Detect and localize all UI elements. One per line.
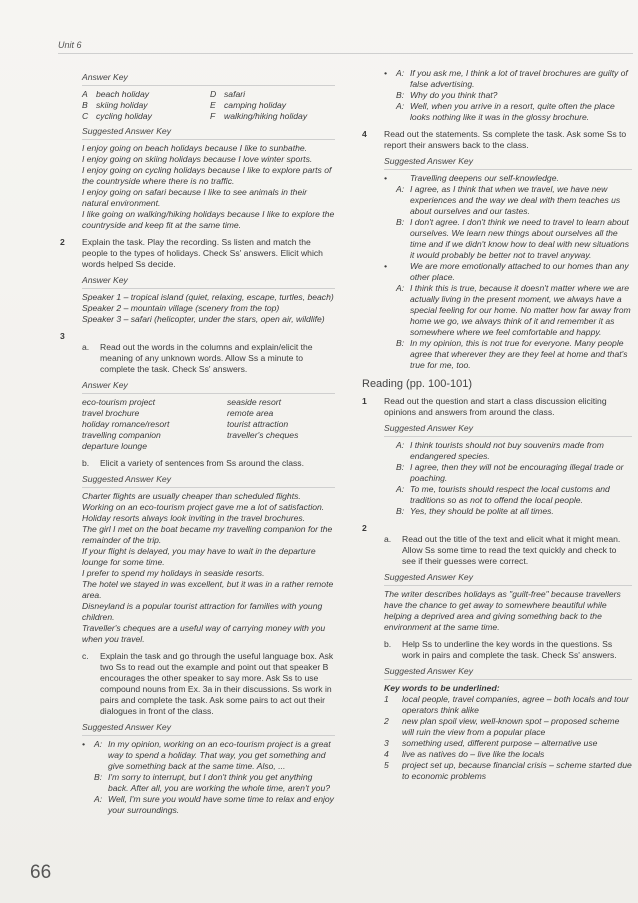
- suggested-sentences: [82, 491, 335, 645]
- keyword-row: [384, 749, 632, 760]
- speaker-label: A:: [94, 739, 103, 749]
- answer-letter: E: [210, 100, 216, 110]
- dialogue-row: [384, 101, 632, 123]
- dialogue-text: In my opinion, working on an eco-tourism project is a great way to spend a holiday. That way, you get something and give something back at the same time. Also, ...: [108, 739, 331, 771]
- answer-letter: F: [210, 111, 216, 121]
- suggested-key-heading: Suggested Answer Key: [82, 126, 172, 136]
- suggested-key-heading: Suggested Answer Key: [384, 666, 474, 676]
- sentence-line: The hotel we stayed in was excellent, but it was in a rather remote area.: [82, 579, 334, 600]
- sentence-line: I prefer to spend my holidays in seaside resorts.: [82, 568, 265, 578]
- word-item: eco-tourism project: [82, 397, 156, 407]
- word-item: travelling companion: [82, 430, 161, 440]
- task-4: [362, 129, 632, 151]
- keyword-row: [384, 760, 632, 782]
- bullet-mark: •: [384, 68, 388, 78]
- task-sub-label: a.: [82, 342, 90, 352]
- speaker-label: A:: [396, 68, 405, 78]
- dialogue-row: [384, 90, 632, 101]
- dialogue-answers: [82, 739, 335, 816]
- task-number: 1: [362, 396, 367, 406]
- dialogue-text: I don't agree. I don't think we need to travel to learn about ourselves. We learn new things about ourselves all the time and if we didn't know how to deal with new situations it would probably be better not to travel anyway.: [410, 217, 629, 260]
- bullet-mark: •: [82, 739, 86, 749]
- keyword-text: new plan spoil view, well-known spot – proposed scheme will ruin the view from a popular place: [402, 716, 620, 737]
- dialogue-row: [384, 506, 632, 517]
- bullet-mark: [384, 462, 396, 484]
- key-rule: [384, 436, 632, 437]
- dialogue-row: [384, 184, 632, 217]
- answer-line: I enjoy going on cycling holidays because I like to explore parts of the countryside where there is no traffic.: [82, 165, 332, 186]
- speaker-label: A:: [396, 484, 405, 494]
- dialogue-text: Yes, they should be polite at all times.: [410, 506, 554, 516]
- reading-1-dialogue: [384, 440, 632, 517]
- answer-key-heading: Answer Key: [82, 275, 128, 285]
- word-item: remote area: [227, 408, 274, 418]
- answer-letter: D: [210, 89, 217, 99]
- keyword-text: project set up, because financial crisis – scheme started due to economic problems: [402, 760, 632, 781]
- task-sub-label: a.: [384, 534, 392, 544]
- dialogue-row: [384, 173, 632, 184]
- speaker-label: A:: [396, 283, 405, 293]
- suggested-key-heading: Suggested Answer Key: [82, 722, 172, 732]
- dialogue-row: [384, 68, 632, 90]
- dialogue-row: [384, 484, 632, 506]
- sentence-line: Working on an eco-tourism project gave me a lot of satisfaction.: [82, 502, 325, 512]
- key-rule: [82, 487, 335, 488]
- keyword-row: [384, 716, 632, 738]
- reading-task-1: [362, 396, 632, 418]
- key-rule: [384, 169, 632, 170]
- speaker-label: B:: [94, 772, 103, 782]
- answer-line: I enjoy going on skiing holidays because I love winter sports.: [82, 154, 313, 164]
- dialogue-text: I think tourists should not buy souvenirs made from endangered species.: [410, 440, 604, 461]
- dialogue-row: [384, 440, 632, 462]
- key-rule: [82, 288, 335, 289]
- answer-text: beach holiday: [96, 89, 150, 99]
- word-item: travel brochure: [82, 408, 140, 418]
- task-number: 3: [60, 331, 65, 341]
- dialogue-text: Why do you think that?: [410, 90, 498, 100]
- word-item: holiday romance/resort: [82, 419, 170, 429]
- dialogue-row: [82, 794, 335, 816]
- answer-line: I enjoy going on safari because I like to see animals in their natural environment.: [82, 187, 307, 208]
- keyword-text: something used, different purpose – alternative use: [402, 738, 598, 748]
- keyword-number: 3: [384, 738, 389, 748]
- word-item: departure lounge: [82, 441, 147, 451]
- key-rule: [82, 85, 335, 86]
- answer-text: cycling holiday: [96, 111, 152, 121]
- dialogue-text: I agree, as I think that when we travel, we have new experiences and the way we deal with them teaches us about ourselves and our tastes.: [410, 184, 621, 216]
- key-rule: [384, 679, 632, 680]
- task-text: Read out the statements. Ss complete the task. Ask some Ss to report their answers back to the class.: [384, 129, 627, 150]
- keyword-number: 5: [384, 760, 389, 770]
- suggested-answers-list: [82, 143, 335, 231]
- keywords-list: [384, 694, 632, 782]
- answer-text: skiing holiday: [96, 100, 148, 110]
- dialogue-text: Well, when you arrive in a resort, quite often the place looks nothing like it was in the glossy brochure.: [410, 101, 615, 122]
- answer-letter: A: [82, 89, 88, 99]
- dialogue-row: [384, 338, 632, 371]
- reading-task-2b: [362, 639, 632, 661]
- task-text: Read out the words in the columns and explain/elicit the meaning of any unknown words. Allow Ss a minute to complete the task. Check Ss' answers.: [100, 342, 313, 374]
- task-sub-label: b.: [82, 458, 90, 468]
- word-item: [227, 441, 335, 452]
- task-3c: [60, 651, 335, 717]
- answer-text: walking/hiking holiday: [224, 111, 308, 121]
- bullet-mark: [384, 338, 396, 371]
- bullet-mark: •: [384, 261, 388, 271]
- right-column: [362, 68, 632, 782]
- bullet-mark: •: [384, 173, 388, 183]
- dialogue-text: Well, I'm sure you would have some time to relax and enjoy your surroundings.: [108, 794, 334, 815]
- compound-noun-answers: [82, 397, 335, 452]
- speaker-line: Speaker 2 – mountain village (scenery from the top): [82, 303, 280, 313]
- sentence-line: Charter flights are usually cheaper than scheduled flights.: [82, 491, 301, 501]
- keyword-row: [384, 694, 632, 716]
- dialogue-row: [384, 283, 632, 338]
- bullet-mark: [384, 484, 396, 506]
- bullet-mark: [384, 283, 396, 338]
- sentence-line: Traveller's cheques are a useful way of carrying money with you when you travel.: [82, 623, 326, 644]
- answer-letter: B: [82, 100, 88, 110]
- speaker-line: Speaker 1 – tropical island (quiet, relaxing, escape, turtles, beach): [82, 292, 334, 302]
- dialogue-text: I'm sorry to interrupt, but I don't think you get anything back. After all, you are working the whole time, aren't you?: [108, 772, 331, 793]
- task-3a: [60, 331, 335, 375]
- keyword-row: [384, 738, 632, 749]
- dialogue-text: I think this is true, because it doesn't matter where we are actually living in the present moment, we always have a special feeling for our home. No matter how far away from home we go, we always think of it and remember it as somewhere where we feel comfortable and happy.: [410, 283, 631, 337]
- speaker-label: A:: [396, 101, 405, 111]
- dialogue-text: Travelling deepens our self-knowledge.: [410, 173, 559, 183]
- dialogue-row: [384, 462, 632, 484]
- dialogue-text: We are more emotionally attached to our homes than any other place.: [410, 261, 629, 282]
- task-text: Explain the task and go through the useful language box. Ask two Ss to read out the example and point out that speaker B encourages the other speaker to say more. Ask Ss to use compound nouns from Ex. 3a in their discussions. Ss work in pairs and complete the task. Ask some pairs to act out their dialogues in front of the class.: [100, 651, 334, 716]
- key-rule: [82, 393, 335, 394]
- dialogue-row: [82, 772, 335, 794]
- reading-heading: Reading (pp. 100-101): [362, 378, 473, 390]
- speaker-label: B:: [396, 506, 405, 516]
- word-item: tourist attraction: [227, 419, 289, 429]
- reading-2a-answer: The writer describes holidays as "guilt-free" because travellers have the chance to get away to somewhere beautiful while helping a deprived area and giving something back to the environment at the same time.: [384, 589, 621, 632]
- bullet-mark: [384, 217, 396, 261]
- task-number: 2: [60, 237, 65, 247]
- speaker-answers: [82, 292, 335, 325]
- dialogue-text: If you ask me, I think a lot of travel brochures are guilty of false advertising.: [410, 68, 628, 89]
- keywords-heading: Key words to be underlined:: [384, 683, 500, 693]
- reading-task-2a: [362, 523, 632, 567]
- left-column: [60, 68, 335, 816]
- word-item: seaside resort: [227, 397, 281, 407]
- task-text: Elicit a variety of sentences from Ss around the class.: [100, 458, 304, 468]
- task-number: 2: [362, 523, 367, 533]
- sentence-line: If your flight is delayed, you may have to wait in the departure lounge for some time.: [82, 546, 316, 567]
- unit-label: Unit 6: [58, 40, 82, 50]
- task-number: 4: [362, 129, 367, 139]
- dialogue-row: [384, 217, 632, 261]
- suggested-key-heading: Suggested Answer Key: [384, 156, 474, 166]
- task-2: [60, 237, 335, 270]
- sentence-line: Disneyland is a popular tourist attraction for families with young children.: [82, 601, 323, 622]
- holiday-answers: [82, 89, 335, 122]
- speaker-label: B:: [396, 338, 405, 348]
- speaker-label: A:: [396, 184, 405, 194]
- keyword-text: live as natives do – live like the locals: [402, 749, 545, 759]
- keyword-number: 1: [384, 694, 389, 704]
- sentence-line: The girl I met on the boat became my travelling companion for the remainder of the trip.: [82, 524, 333, 545]
- dialogue-row: [82, 739, 335, 772]
- key-rule: [82, 735, 335, 736]
- page-number: 66: [30, 862, 52, 883]
- bullet-mark: [82, 794, 94, 816]
- task-text: Read out the question and start a class discussion eliciting opinions and answers from around the class.: [384, 396, 607, 417]
- keyword-number: 2: [384, 716, 389, 726]
- keyword-number: 4: [384, 749, 389, 759]
- task-text: Read out the title of the text and elicit what it might mean. Allow Ss some time to read the text quickly and check to see if their guesses were correct.: [402, 534, 621, 566]
- dialogue-row: [384, 261, 632, 283]
- key-rule: [82, 139, 335, 140]
- speaker-label: B:: [396, 462, 405, 472]
- dialogue-continued: [384, 68, 632, 123]
- speaker-line: Speaker 3 – safari (helicopter, under the stars, open air, wildlife): [82, 314, 325, 324]
- bullet-mark: [82, 772, 94, 794]
- suggested-key-heading: Suggested Answer Key: [384, 572, 474, 582]
- keyword-text: local people, travel companies, agree – both locals and tour operators think alike: [402, 694, 629, 715]
- header-rule: [58, 53, 633, 54]
- bullet-mark: [384, 101, 396, 123]
- speaker-label: [396, 261, 410, 283]
- task-3b: [60, 458, 335, 469]
- key-rule: [384, 585, 632, 586]
- task-text: Help Ss to underline the key words in the questions. Ss work in pairs and complete the task. Check Ss' answers.: [402, 639, 617, 660]
- suggested-key-heading: Suggested Answer Key: [384, 423, 474, 433]
- speaker-label: B:: [396, 217, 405, 227]
- answer-letter: C: [82, 111, 89, 121]
- speaker-label: A:: [396, 440, 405, 450]
- answer-line: I enjoy going on beach holidays because I like to sunbathe.: [82, 143, 308, 153]
- answer-text: camping holiday: [224, 100, 287, 110]
- word-item: traveller's cheques: [227, 430, 299, 440]
- answer-key-heading: Answer Key: [82, 72, 128, 82]
- task-sub-label: c.: [82, 651, 89, 661]
- bullet-mark: [384, 506, 396, 517]
- bullet-mark: [384, 440, 396, 462]
- task-4-dialogue: [384, 173, 632, 371]
- speaker-label: [396, 173, 410, 184]
- sentence-line: Holiday resorts always look inviting in the travel brochures.: [82, 513, 306, 523]
- dialogue-text: I agree, then they will not be encouraging illegal trade or poaching.: [410, 462, 624, 483]
- dialogue-text: In my opinion, this is not true for everyone. Many people agree that wherever they are they feel at home and that's true for me, too.: [410, 338, 628, 370]
- dialogue-text: To me, tourists should respect the local customs and traditions so as not to offend the local people.: [410, 484, 610, 505]
- suggested-key-heading: Suggested Answer Key: [82, 474, 172, 484]
- answer-key-heading: Answer Key: [82, 380, 128, 390]
- answer-text: safari: [224, 89, 246, 99]
- bullet-mark: [384, 184, 396, 217]
- task-sub-label: b.: [384, 639, 392, 649]
- speaker-label: B:: [396, 90, 405, 100]
- task-text: Explain the task. Play the recording. Ss listen and match the people to the types of holidays. Check Ss' answers. Elicit which words helped Ss decide.: [82, 237, 323, 269]
- answer-line: I like going on walking/hiking holidays because I like to explore the countryside and keep fit at the same time.: [82, 209, 335, 230]
- bullet-mark: [384, 90, 396, 101]
- speaker-label: A:: [94, 794, 103, 804]
